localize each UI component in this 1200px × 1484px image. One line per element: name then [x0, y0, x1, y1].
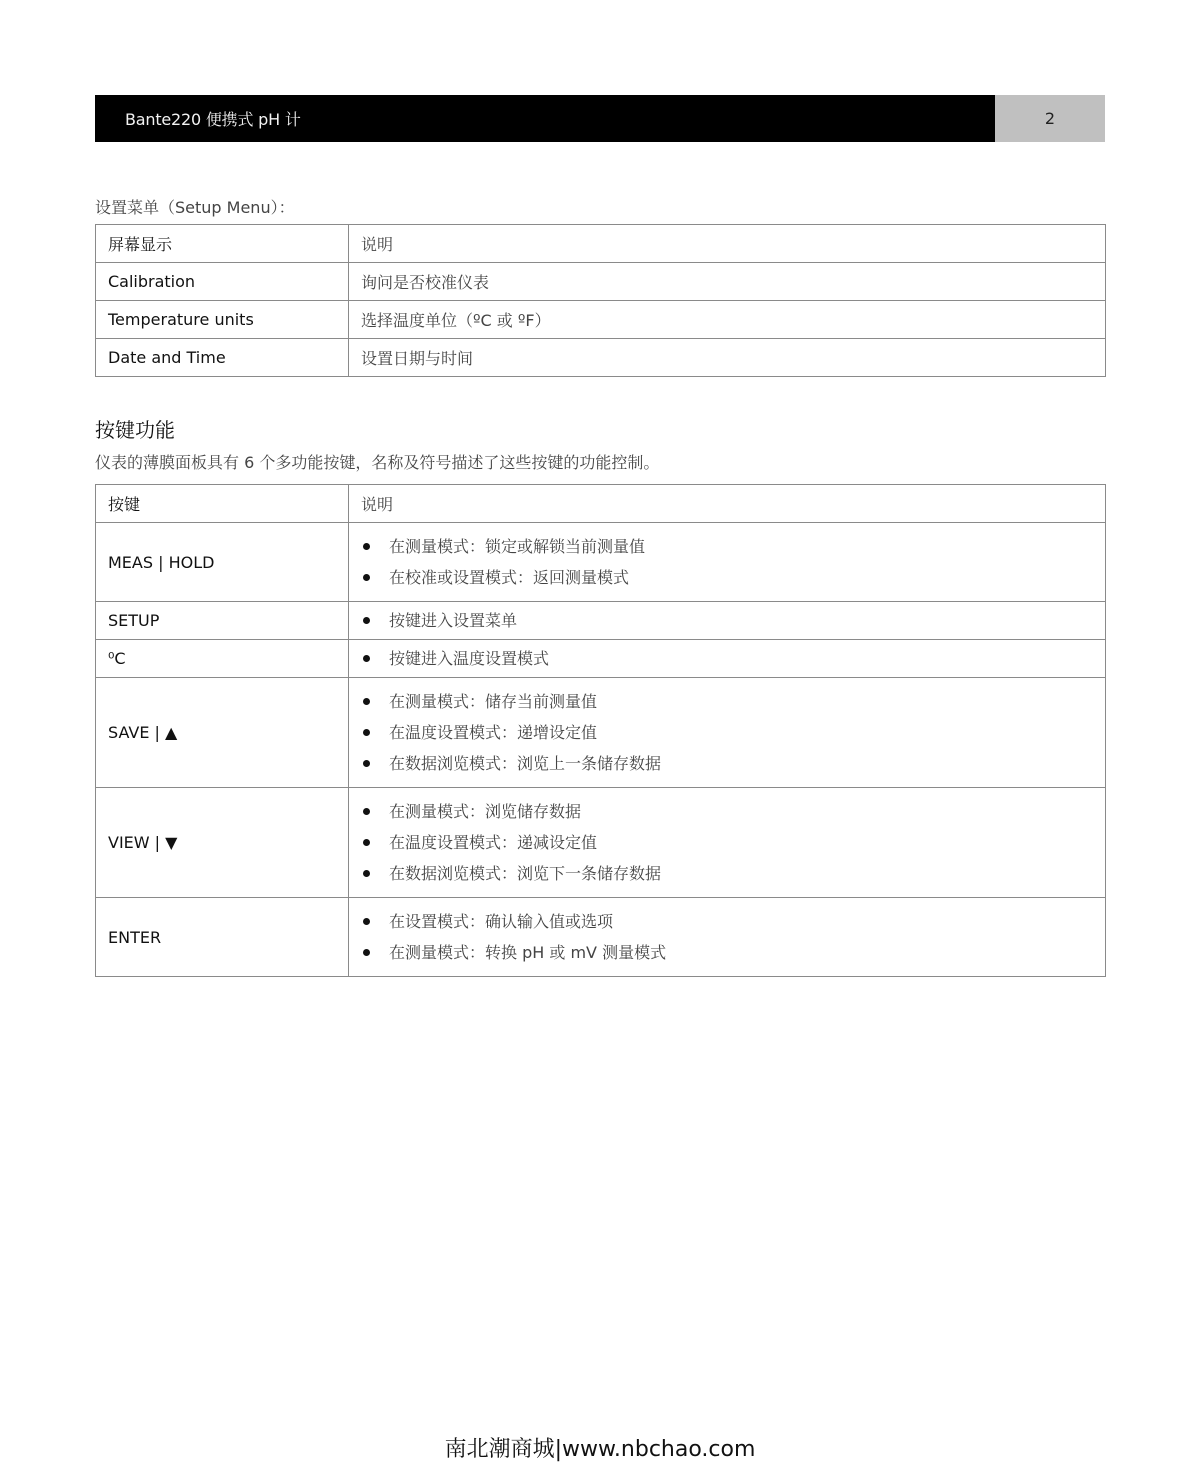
- column-header: 按键: [96, 485, 349, 523]
- bullet-list: [361, 640, 1093, 677]
- menu-display: Calibration: [96, 263, 349, 301]
- column-header: 说明: [349, 225, 1106, 263]
- bullet-list: [361, 523, 1093, 601]
- key-functions-table: [95, 484, 1106, 977]
- bullet-list: [361, 602, 1093, 639]
- key-name: ⁰C: [96, 640, 349, 678]
- bullet-list: [361, 678, 1093, 787]
- list-item: 按键进入温度设置模式: [361, 643, 1093, 674]
- table-row: [96, 263, 1106, 301]
- list-item: 在测量模式：浏览储存数据: [361, 796, 1093, 827]
- key-description: [349, 523, 1106, 602]
- section-description: 仪表的薄膜面板具有 6 个多功能按键，名称及符号描述了这些按键的功能控制。: [95, 453, 660, 472]
- page-number: 2: [1044, 109, 1056, 128]
- footer-watermark: 南北潮商城|www.nbchao.com: [444, 1437, 756, 1462]
- key-description: [349, 788, 1106, 898]
- key-description: [349, 678, 1106, 788]
- list-item: 在数据浏览模式：浏览下一条储存数据: [361, 858, 1093, 889]
- column-header: 屏幕显示: [96, 225, 349, 263]
- list-item: 在温度设置模式：递减设定值: [361, 827, 1093, 858]
- key-name: SETUP: [96, 602, 349, 640]
- table-row: [96, 301, 1106, 339]
- page-number-box: [995, 95, 1105, 142]
- key-description: [349, 640, 1106, 678]
- column-header: 说明: [349, 485, 1106, 523]
- menu-display: Date and Time: [96, 339, 349, 377]
- list-item: 按键进入设置菜单: [361, 605, 1093, 636]
- menu-description: 询问是否校准仪表: [349, 263, 1106, 301]
- menu-description: 选择温度单位（ºC 或 ºF）: [349, 301, 1106, 339]
- setup-menu-table: [95, 224, 1106, 377]
- menu-display: Temperature units: [96, 301, 349, 339]
- table-row: [96, 788, 1106, 898]
- table-row: [96, 602, 1106, 640]
- table-row: [96, 339, 1106, 377]
- list-item: 在测量模式：储存当前测量值: [361, 686, 1093, 717]
- list-item: 在测量模式：转换 pH 或 mV 测量模式: [361, 937, 1093, 968]
- setup-menu-caption: 设置菜单（Setup Menu）：: [95, 198, 295, 217]
- key-description: [349, 898, 1106, 977]
- key-name: SAVE | ▲: [96, 678, 349, 788]
- list-item: 在数据浏览模式：浏览上一条储存数据: [361, 748, 1093, 779]
- menu-description: 设置日期与时间: [349, 339, 1106, 377]
- key-name: VIEW | ▼: [96, 788, 349, 898]
- key-description: [349, 602, 1106, 640]
- header-title-box: [95, 95, 995, 142]
- table-row: [96, 898, 1106, 977]
- key-name: MEAS | HOLD: [96, 523, 349, 602]
- table-row: [96, 523, 1106, 602]
- list-item: 在温度设置模式：递增设定值: [361, 717, 1093, 748]
- table-header-row: [96, 225, 1106, 263]
- list-item: 在设置模式：确认输入值或选项: [361, 906, 1093, 937]
- table-header-row: [96, 485, 1106, 523]
- table-row: [96, 678, 1106, 788]
- document-title: Bante220 便携式 pH 计: [125, 110, 301, 129]
- key-name: ENTER: [96, 898, 349, 977]
- list-item: 在校准或设置模式：返回测量模式: [361, 562, 1093, 593]
- page-header: [95, 95, 1105, 142]
- table-row: [96, 640, 1106, 678]
- list-item: 在测量模式：锁定或解锁当前测量值: [361, 531, 1093, 562]
- bullet-list: [361, 898, 1093, 976]
- section-title: 按键功能: [95, 418, 175, 442]
- bullet-list: [361, 788, 1093, 897]
